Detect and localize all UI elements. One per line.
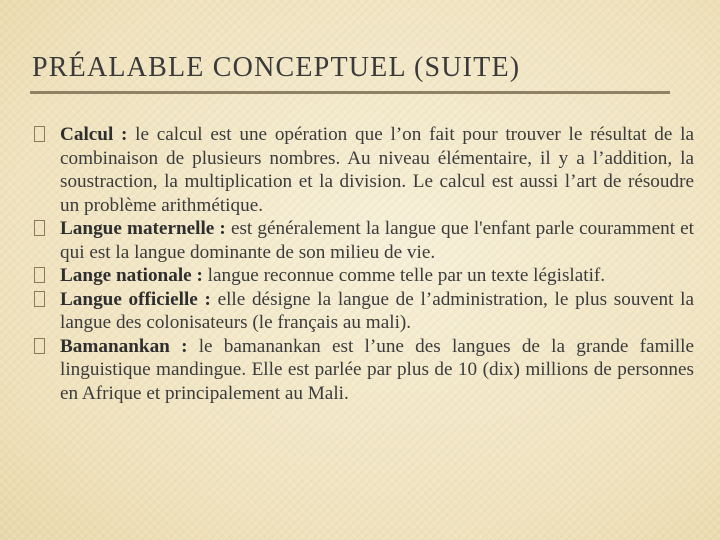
bullet-list (34, 123, 694, 405)
square-outline-icon (34, 338, 45, 354)
bullet-item-langue-officielle (34, 288, 694, 335)
bullet-item-bamanankan (34, 335, 694, 406)
bullet-item-langue-maternelle (34, 217, 694, 264)
definition-bamanankan: le bamanankan est l’une des langues de la grande famille linguistique mandingue. Elle est parlée par plus de 10 (dix) millions de personnes en Afrique et principalement au Mali. (60, 335, 695, 404)
term-langue-maternelle: Langue maternelle : (60, 218, 226, 239)
square-outline-icon (34, 126, 45, 142)
term-bamanankan: Bamanankan : (60, 335, 188, 357)
square-outline-icon (34, 220, 45, 236)
title-underline (30, 91, 670, 94)
definition-langue-nationale: langue reconnue comme telle par un texte législatif. (202, 265, 606, 286)
square-outline-icon (34, 267, 45, 283)
square-outline-icon (34, 291, 45, 307)
definition-langue-maternelle: est généralement la langue que l'enfant parle couramment et qui est la langue dominante de son milieu de vie. (60, 218, 694, 263)
bullet-item-langue-nationale (34, 264, 694, 288)
definition-langue-officielle: elle désigne la langue de l’administration, le plus souvent la langue des colonisateurs (le français au mali). (60, 288, 694, 333)
term-calcul: Calcul : (60, 124, 128, 145)
term-langue-nationale: Lange nationale : (60, 265, 203, 286)
bullet-item-calcul (34, 123, 694, 217)
slide-title: PRÉALABLE CONCEPTUEL (SUITE) (32, 52, 521, 83)
definition-calcul: le calcul est une opération que l’on fait pour trouver le résultat de la combinaison de plusieurs nombres. Au niveau élémentaire, il y a l’addition, la soustraction, la multiplication et la division. Le calcul est aussi l’art de résoudre un problème arithmétique. (60, 124, 694, 216)
term-langue-officielle: Langue officielle : (60, 288, 211, 310)
